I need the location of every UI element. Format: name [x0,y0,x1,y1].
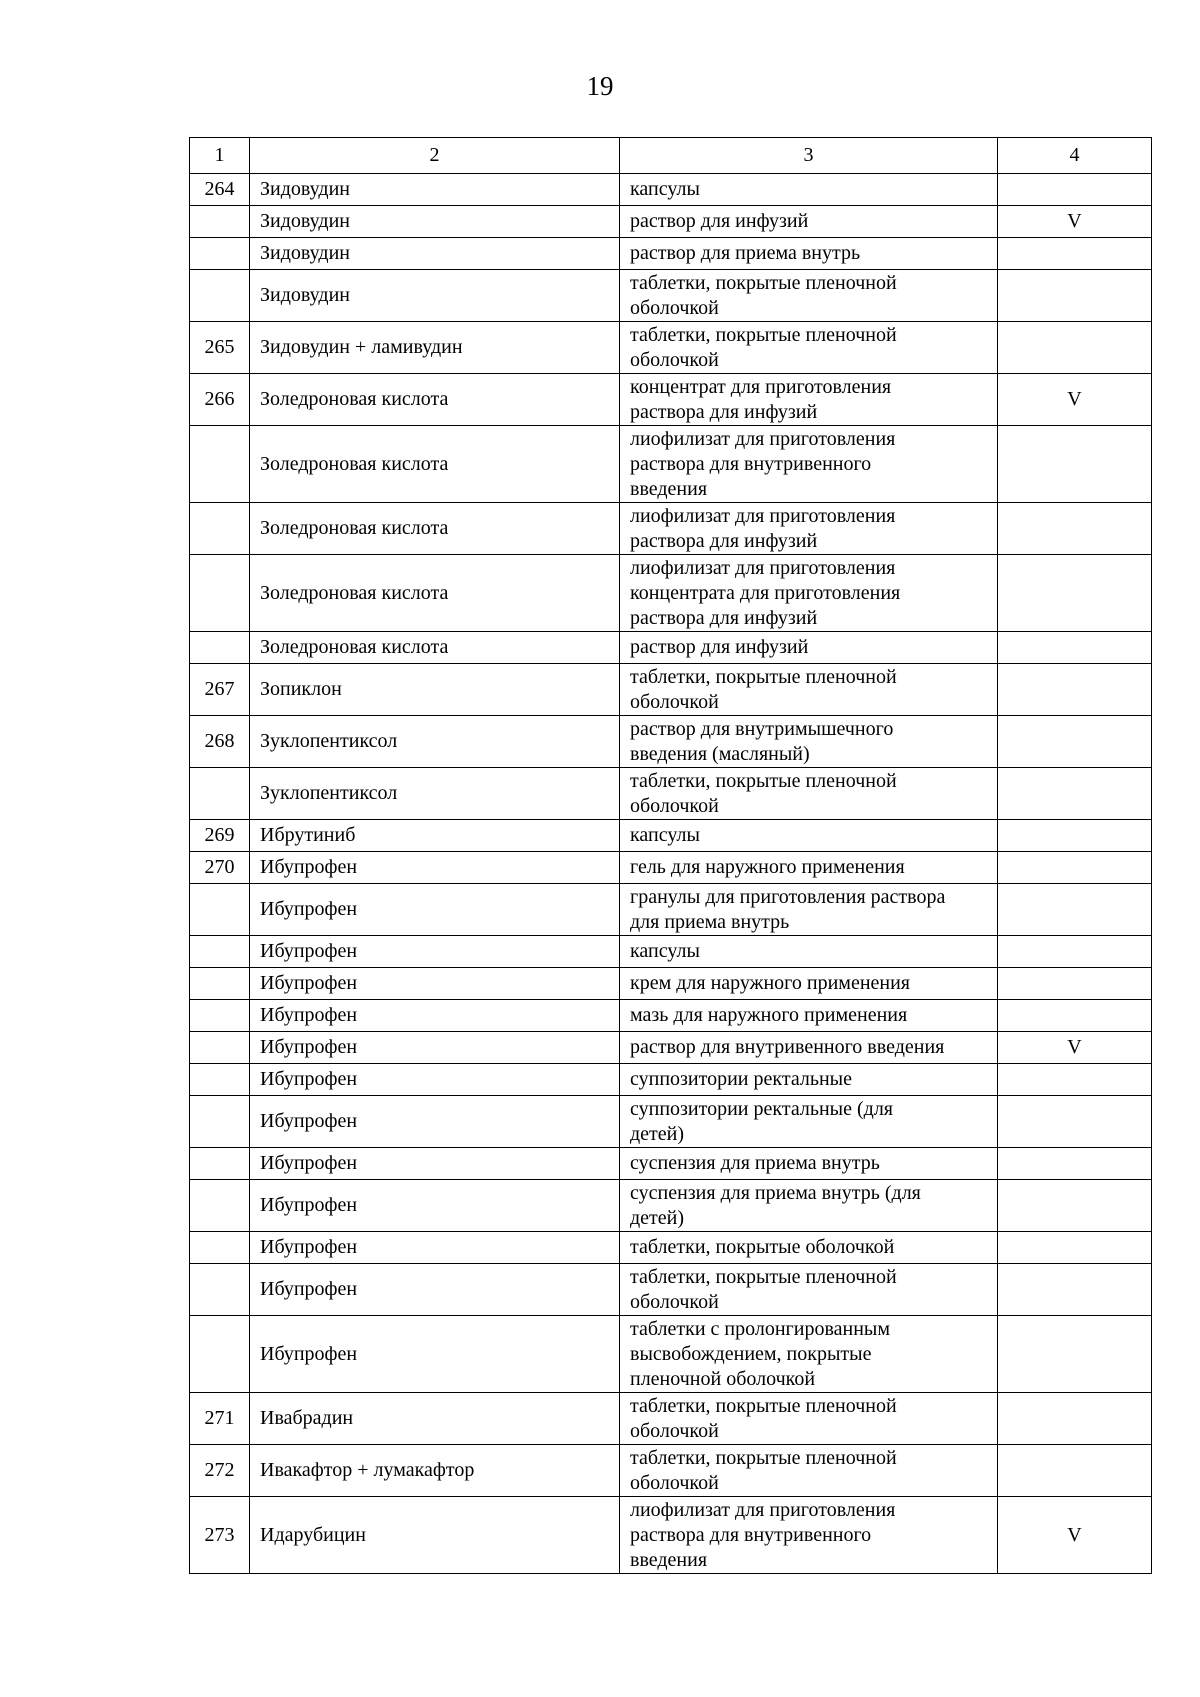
dosage-form-line: таблетки, покрытые пленочной [630,665,897,688]
drug-name: Ибупрофен [250,884,620,936]
drug-name: Ибупрофен [250,968,620,1000]
table-row [190,632,1152,664]
table-row [190,1497,1152,1574]
row-number [190,1232,250,1264]
mark-cell [998,936,1152,968]
mark-cell [998,238,1152,270]
row-number: 264 [190,174,250,206]
drug-name: Ибупрофен [250,1064,620,1096]
drug-name: Ибупрофен [250,1032,620,1064]
dosage-form [620,852,998,884]
dosage-form [620,1148,998,1180]
row-number: 272 [190,1445,250,1497]
dosage-form [620,632,998,664]
column-header-dosage-form: 3 [620,138,998,174]
dosage-form-line: концентрата для приготовления [630,581,901,604]
dosage-form [620,1064,998,1096]
dosage-form-line: раствор для инфузий [630,636,809,658]
drug-name: Золедроновая кислота [250,426,620,503]
dosage-form-line: оболочкой [630,296,719,319]
row-number [190,555,250,632]
column-header-mark: 4 [998,138,1152,174]
dosage-form-line: раствора для внутривенного [630,1523,872,1546]
table-row [190,716,1152,768]
table-body [190,174,1152,1574]
row-number: 267 [190,664,250,716]
drug-name: Ивакафтор + лумакафтор [250,1445,620,1497]
dosage-form-line: раствора для инфузий [630,606,818,629]
dosage-form-line: концентрат для приготовления [630,375,892,398]
dosage-form-line: оболочкой [630,1290,719,1313]
dosage-form-line: высвобождением, покрытые [630,1342,872,1365]
drug-list-table [189,137,1152,1574]
mark-cell [998,632,1152,664]
dosage-form-line: мазь для наружного применения [630,1004,908,1026]
drug-name: Зидовудин [250,206,620,238]
table-row [190,1445,1152,1497]
dosage-form-line: раствора для инфузий [630,529,818,552]
dosage-form [620,1180,998,1232]
dosage-form [620,1445,998,1497]
table-row [190,852,1152,884]
dosage-form [620,884,998,936]
dosage-form-line: таблетки, покрытые пленочной [630,323,897,346]
dosage-form-line: раствор для инфузий [630,210,809,232]
row-number [190,1000,250,1032]
mark-cell [998,1096,1152,1148]
dosage-form [620,206,998,238]
row-number [190,1064,250,1096]
dosage-form [620,174,998,206]
table-row [190,1000,1152,1032]
mark-cell [998,1064,1152,1096]
dosage-form-line: крем для наружного применения [630,972,911,994]
row-number [190,884,250,936]
dosage-form [620,1096,998,1148]
table-row [190,503,1152,555]
drug-name: Ибупрофен [250,852,620,884]
mark-cell [998,1148,1152,1180]
dosage-form [620,768,998,820]
dosage-form [620,936,998,968]
dosage-form [620,716,998,768]
drug-name: Ибупрофен [250,1000,620,1032]
row-number [190,503,250,555]
dosage-form [620,374,998,426]
dosage-form-line: для приема внутрь [630,910,790,933]
dosage-form [620,238,998,270]
table-row [190,820,1152,852]
row-number [190,1096,250,1148]
dosage-form [620,820,998,852]
mark-cell: V [998,1032,1152,1064]
mark-cell [998,322,1152,374]
table-row [190,664,1152,716]
row-number [190,1316,250,1393]
drug-name: Ибупрофен [250,1096,620,1148]
drug-name: Золедроновая кислота [250,374,620,426]
page-number: 19 [586,71,614,101]
table-row [190,936,1152,968]
dosage-form-line: детей) [630,1206,685,1229]
dosage-form [620,1393,998,1445]
row-number: 268 [190,716,250,768]
row-number [190,768,250,820]
drug-name: Ивабрадин [250,1393,620,1445]
mark-cell [998,768,1152,820]
dosage-form-line: лиофилизат для приготовления [630,504,896,527]
mark-cell [998,503,1152,555]
mark-cell [998,884,1152,936]
table-row [190,968,1152,1000]
mark-cell [998,1316,1152,1393]
row-number [190,968,250,1000]
drug-name: Ибрутиниб [250,820,620,852]
drug-name: Золедроновая кислота [250,632,620,664]
row-number: 271 [190,1393,250,1445]
mark-cell [998,1180,1152,1232]
mark-cell [998,1393,1152,1445]
mark-cell [998,1000,1152,1032]
row-number [190,1032,250,1064]
dosage-form-line: оболочкой [630,348,719,371]
dosage-form [620,555,998,632]
drug-name: Ибупрофен [250,1180,620,1232]
column-header-drug-name: 2 [250,138,620,174]
row-number: 266 [190,374,250,426]
dosage-form-line: таблетки, покрытые пленочной [630,1446,897,1469]
dosage-form-line: суспензия для приема внутрь (для [630,1181,921,1204]
mark-cell [998,174,1152,206]
dosage-form [620,1497,998,1574]
dosage-form [620,664,998,716]
dosage-form-line: лиофилизат для приготовления [630,1498,896,1521]
dosage-form-line: детей) [630,1122,685,1145]
row-number: 270 [190,852,250,884]
drug-name: Зидовудин [250,238,620,270]
dosage-form [620,1316,998,1393]
mark-cell [998,1445,1152,1497]
row-number [190,238,250,270]
dosage-form-line: лиофилизат для приготовления [630,556,896,579]
header-row [190,138,1152,174]
dosage-form [620,968,998,1000]
drug-name: Зидовудин + ламивудин [250,322,620,374]
table-row [190,1264,1152,1316]
dosage-form [620,270,998,322]
drug-name: Идарубицин [250,1497,620,1574]
table-row [190,1148,1152,1180]
row-number [190,206,250,238]
dosage-form [620,322,998,374]
mark-cell [998,852,1152,884]
mark-cell [998,968,1152,1000]
dosage-form-line: таблетки, покрытые пленочной [630,1265,897,1288]
row-number: 265 [190,322,250,374]
row-number [190,1264,250,1316]
dosage-form-line: капсулы [630,178,700,200]
drug-name: Зуклопентиксол [250,768,620,820]
dosage-form-line: суппозитории ректальные [630,1068,852,1090]
row-number [190,632,250,664]
mark-cell [998,270,1152,322]
dosage-form [620,503,998,555]
row-number: 269 [190,820,250,852]
dosage-form-line: капсулы [630,940,700,962]
table-row [190,206,1152,238]
table-row [190,270,1152,322]
row-number [190,270,250,322]
dosage-form-line: оболочкой [630,794,719,817]
dosage-form-line: оболочкой [630,1471,719,1494]
dosage-form [620,1264,998,1316]
drug-name: Зидовудин [250,174,620,206]
table-row [190,884,1152,936]
column-header-number: 1 [190,138,250,174]
dosage-form-line: лиофилизат для приготовления [630,427,896,450]
table-row [190,174,1152,206]
dosage-form-line: гель для наружного применения [630,856,905,878]
row-number [190,936,250,968]
table-row [190,1232,1152,1264]
dosage-form-line: капсулы [630,824,700,846]
dosage-form-line: таблетки, покрытые пленочной [630,271,897,294]
dosage-form-line: оболочкой [630,690,719,713]
dosage-form-line: раствора для внутривенного [630,452,872,475]
dosage-form-line: суспензия для приема внутрь [630,1152,880,1174]
dosage-form-line: гранулы для приготовления раствора [630,885,946,908]
table-row [190,555,1152,632]
table-row [190,1096,1152,1148]
table-row [190,322,1152,374]
mark-cell [998,555,1152,632]
mark-cell [998,426,1152,503]
dosage-form [620,1000,998,1032]
row-number: 273 [190,1497,250,1574]
drug-name: Зидовудин [250,270,620,322]
dosage-form-line: введения [630,1548,708,1571]
table-row [190,238,1152,270]
mark-cell [998,1264,1152,1316]
table-row [190,426,1152,503]
mark-cell: V [998,1497,1152,1574]
dosage-form-line: таблетки, покрытые оболочкой [630,1236,895,1258]
table-row [190,768,1152,820]
drug-name: Ибупрофен [250,1264,620,1316]
dosage-form-line: раствор для внутримышечного [630,717,894,740]
dosage-form [620,1232,998,1264]
table-row [190,1032,1152,1064]
table-row [190,1180,1152,1232]
mark-cell [998,820,1152,852]
mark-cell [998,664,1152,716]
dosage-form-line: введения [630,477,708,500]
dosage-form-line: пленочной оболочкой [630,1367,816,1390]
drug-name: Зопиклон [250,664,620,716]
dosage-form [620,1032,998,1064]
mark-cell [998,716,1152,768]
mark-cell: V [998,374,1152,426]
drug-name: Зуклопентиксол [250,716,620,768]
drug-name: Ибупрофен [250,1316,620,1393]
drug-name: Золедроновая кислота [250,503,620,555]
dosage-form-line: оболочкой [630,1419,719,1442]
table-row [190,1316,1152,1393]
dosage-form-line: раствор для приема внутрь [630,242,861,264]
drug-name: Золедроновая кислота [250,555,620,632]
table-row [190,1393,1152,1445]
mark-cell: V [998,206,1152,238]
drug-name: Ибупрофен [250,1148,620,1180]
row-number [190,1148,250,1180]
table-row [190,374,1152,426]
mark-cell [998,1232,1152,1264]
dosage-form-line: раствор для внутривенного введения [630,1036,945,1058]
table-row [190,1064,1152,1096]
drug-name: Ибупрофен [250,936,620,968]
dosage-form-line: таблетки, покрытые пленочной [630,1394,897,1417]
dosage-form-line: таблетки с пролонгированным [630,1317,891,1340]
dosage-form-line: введения (масляный) [630,742,810,765]
dosage-form [620,426,998,503]
row-number [190,1180,250,1232]
drug-name: Ибупрофен [250,1232,620,1264]
dosage-form-line: раствора для инфузий [630,400,818,423]
dosage-form-line: таблетки, покрытые пленочной [630,769,897,792]
dosage-form-line: суппозитории ректальные (для [630,1097,894,1120]
row-number [190,426,250,503]
